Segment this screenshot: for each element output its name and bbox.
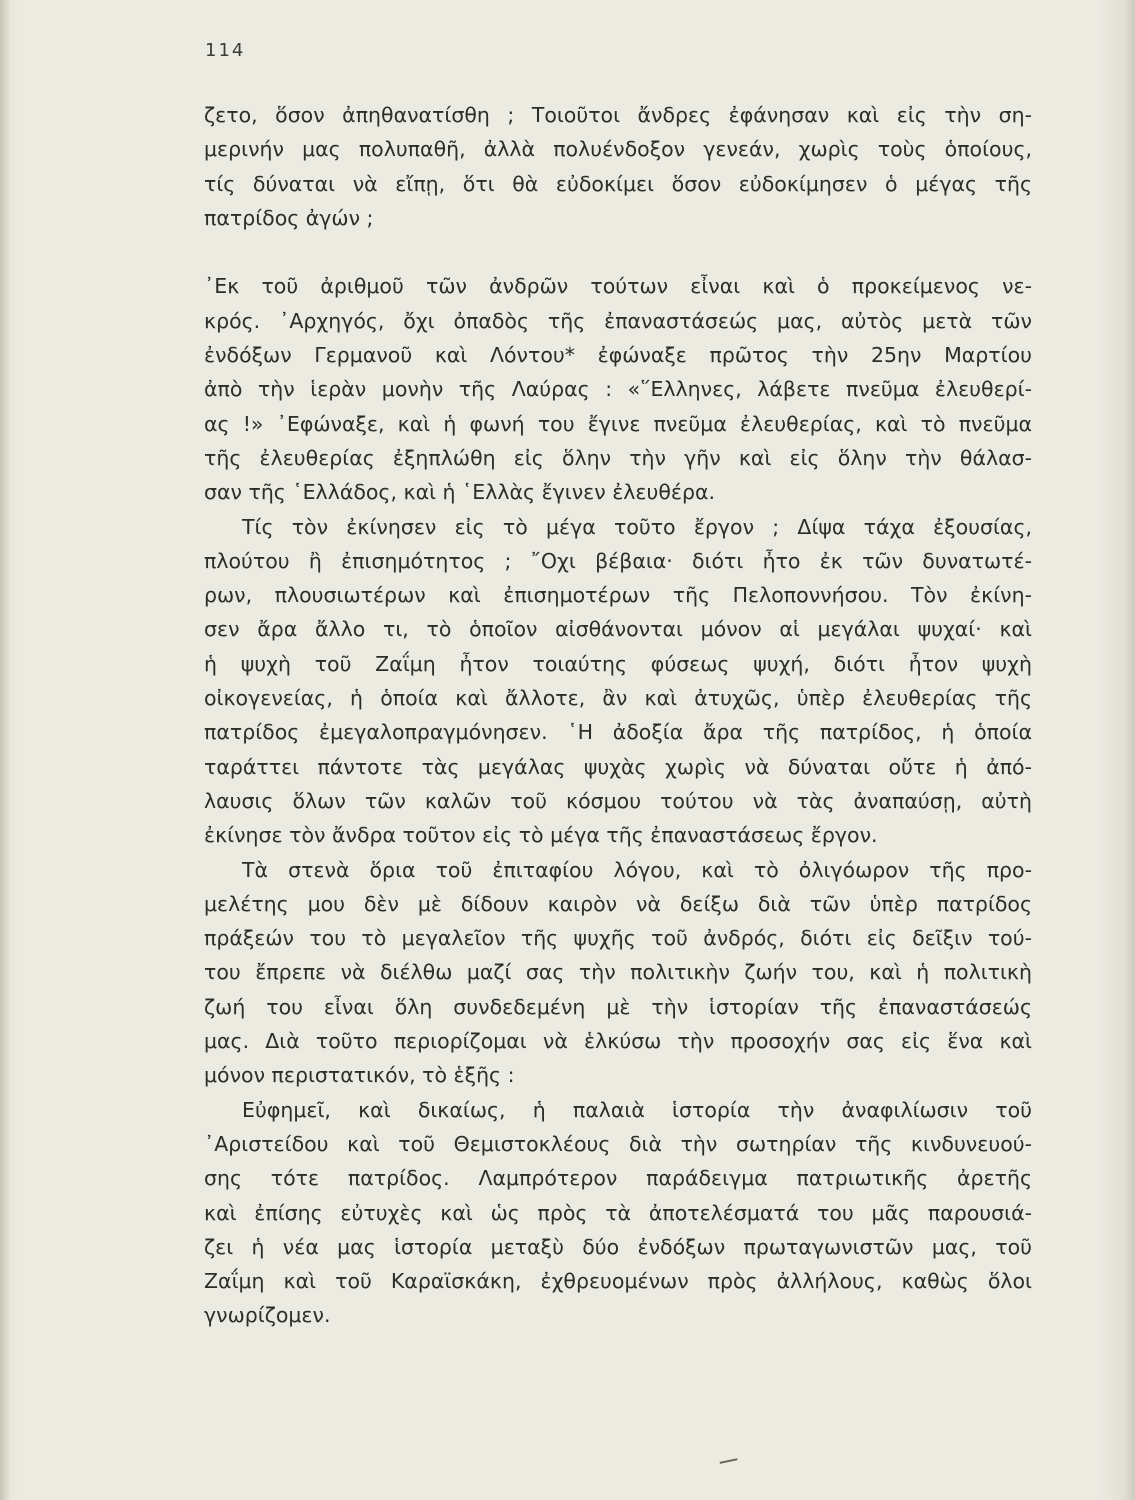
text-line: μας. Διὰ τοῦτο περιορίζομαι νὰ ἑλκύσω τὴν προσοχήν σας εἰς ἕνα καὶ <box>204 1029 1032 1054</box>
text-line: μόνον περιστατικόν, τὸ ἑξῆς : <box>204 1063 515 1088</box>
text-line: ᾿Εκ τοῦ ἀριθμοῦ τῶν ἀνδρῶν τούτων εἶναι καὶ ὁ προκείμενος νε- <box>204 274 1032 299</box>
ink-mark <box>720 1458 739 1468</box>
text-line: ᾿Αριστείδου καὶ τοῦ Θεμιστοκλέους διὰ τὴν σωτηρίαν τῆς κινδυνευού- <box>204 1131 1032 1156</box>
text-line: μελέτης μου δὲν μὲ δίδουν καιρὸν νὰ δείξω διὰ τῶν ὑπὲρ πατρίδος <box>204 891 1032 916</box>
text-line: τίς δύναται νὰ εἴπῃ, ὅτι θὰ εὐδοκίμει ὅσον εὐδοκίμησεν ὁ μέγας τῆς <box>204 171 1032 196</box>
text-line: Ζαΐμη καὶ τοῦ Καραϊσκάκη, ἐχθρευομένων πρὸς ἀλλήλους, καθὼς ὅλοι <box>204 1269 1032 1294</box>
text-line: ρων, πλουσιωτέρων καὶ ἐπισημοτέρων τῆς Πελοποννήσου. Τὸν ἐκίνη- <box>204 583 1032 608</box>
page-number: 114 <box>205 40 246 61</box>
text-line: οἰκογενείας, ἡ ὁποία καὶ ἄλλοτε, ἂν καὶ ἀτυχῶς, ὑπὲρ ἐλευθερίας τῆς <box>204 686 1032 711</box>
text-line: ἐνδόξων Γερμανοῦ καὶ Λόντου* ἐφώναξε πρῶτος τὴν 25ην Μαρτίου <box>204 343 1032 368</box>
text-line: ζετο, ὅσον ἀπηθανατίσθη ; Τοιοῦτοι ἄνδρες ἐφάνησαν καὶ εἰς τὴν ση- <box>204 103 1032 127</box>
text-line: ἐκίνησε τὸν ἄνδρα τοῦτον εἰς τὸ μέγα τῆς ἐπαναστάσεως ἔργον. <box>204 823 878 848</box>
page-left-edge <box>0 0 10 1500</box>
text-line: ας !» ᾿Εφώναξε, καὶ ἡ φωνή του ἔγινε πνεῦμα ἐλευθερίας, καὶ τὸ πνεῦμα <box>204 411 1032 436</box>
text-line: πράξεών του τὸ μεγαλεῖον τῆς ψυχῆς τοῦ ἀνδρός, διότι εἰς δεῖξιν τού- <box>204 926 1032 951</box>
text-line: πατρίδος ἀγών ; <box>204 205 374 230</box>
text-line: τῆς ἐλευθερίας ἐξηπλώθη εἰς ὅλην τὴν γῆν καὶ εἰς ὅλην τὴν θάλασ- <box>204 445 1032 470</box>
text-line: λαυσις ὅλων τῶν καλῶν τοῦ κόσμου τούτου νὰ τὰς ἀναπαύσῃ, αὐτὴ <box>204 788 1032 813</box>
text-line: σεν ἄρα ἄλλο τι, τὸ ὁποῖον αἰσθάνονται μόνον αἱ μεγάλαι ψυχαί· καὶ <box>204 617 1032 642</box>
text-line: ταράττει πάντοτε τὰς μεγάλας ψυχὰς χωρὶς νὰ δύναται οὔτε ἡ ἀπό- <box>204 754 1032 779</box>
text-line: μερινήν μας πολυπαθῆ, ἀλλὰ πολυένδοξον γενεάν, χωρὶς τοὺς ὁποίους, <box>204 137 1032 162</box>
text-line: του ἔπρεπε νὰ διέλθω μαζί σας τὴν πολιτικὴν ζωήν του, καὶ ἡ πολιτικὴ <box>204 960 1032 985</box>
paragraph-gap <box>204 235 1032 269</box>
text-line: σαν τῆς ῾Ελλάδος, καὶ ἡ ῾Ελλὰς ἔγινεν ἐλευθέρα. <box>204 480 716 505</box>
text-line: Εὐφημεῖ, καὶ δικαίως, ἡ παλαιὰ ἱστορία τὴν ἀναφιλίωσιν τοῦ <box>242 1097 1032 1122</box>
body-text <box>204 98 1032 1333</box>
text-line: Τίς τὸν ἐκίνησεν εἰς τὸ μέγα τοῦτο ἔργον ; Δίψα τάχα ἐξουσίας, <box>242 514 1032 539</box>
text-line: ζει ἡ νέα μας ἱστορία μεταξὺ δύο ἐνδόξων πρωταγωνιστῶν μας, τοῦ <box>204 1234 1032 1259</box>
text-line: πατρίδος ἐμεγαλοπραγμόνησεν. ῾Η ἀδοξία ἄρα τῆς πατρίδος, ἡ ὁποία <box>204 720 1032 745</box>
page-right-edge <box>1121 0 1135 1500</box>
text-line: καὶ ἐπίσης εὐτυχὲς καὶ ὡς πρὸς τὰ ἀποτελέσματά του μᾶς παρουσιά- <box>204 1200 1032 1225</box>
text-line: κρός. ᾿Αρχηγός, ὄχι ὀπαδὸς τῆς ἐπαναστάσεώς μας, αὐτὸς μετὰ τῶν <box>204 308 1032 333</box>
text-line: ἡ ψυχὴ τοῦ Ζαΐμη ἦτον τοιαύτης φύσεως ψυχή, διότι ἦτον ψυχὴ <box>204 651 1032 676</box>
text-line: ἀπὸ τὴν ἱερὰν μονὴν τῆς Λαύρας : «῞Ελληνες, λάβετε πνεῦμα ἐλευθερί- <box>204 377 1032 402</box>
text-line: πλούτου ἢ ἐπισημότητος ; ῎Οχι βέβαια· διότι ἦτο ἐκ τῶν δυνατωτέ- <box>204 548 1032 573</box>
text-line: γνωρίζομεν. <box>204 1303 331 1328</box>
text-line: σης τότε πατρίδος. Λαμπρότερον παράδειγμα πατριωτικῆς ἀρετῆς <box>204 1166 1032 1191</box>
text-line: ζωή του εἶναι ὅλη συνδεδεμένη μὲ τὴν ἱστορίαν τῆς ἐπαναστάσεώς <box>204 994 1032 1019</box>
text-line: Τὰ στενὰ ὅρια τοῦ ἐπιταφίου λόγου, καὶ τὸ ὀλιγόωρον τῆς προ- <box>242 857 1032 882</box>
